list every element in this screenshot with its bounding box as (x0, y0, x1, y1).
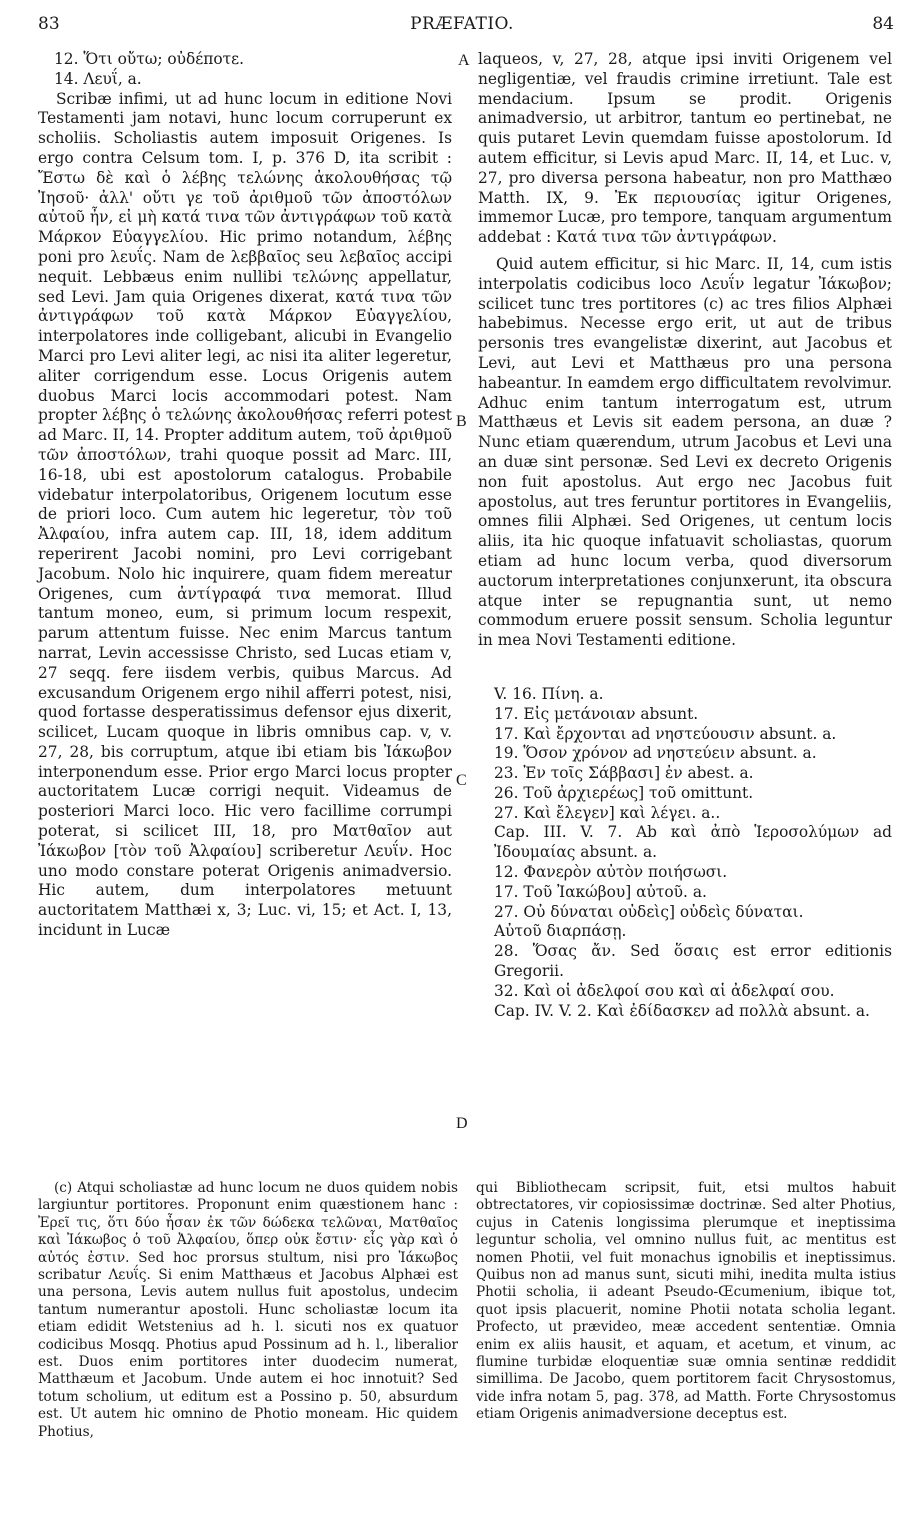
critical-note: 23. Ἐν τοῖς Σάββασι] ἐν abest. a. (494, 764, 754, 783)
footnote-right (476, 1180, 896, 1424)
critical-note: 32. Καὶ οἱ ἀδελφοί σου καὶ αἱ ἀδελφαί σου. (494, 981, 835, 1000)
footnote-c-continued: qui Bibliothecam scripsit, fuit, etsi multos habuit obtrectatores, vir copiosissimæ doctrinæ. Sed alter Photius, cujus in Catenis longissima plerumque et ineptissima leguntur scholia, vel omnino nullus fuit, ac mentitus est nomen Photii, vel fuit monachus ignobilis et ineptissimus. Quibus non ad manus sunt, sicuti mihi, inedita multa istius Photii scholia, ii adeant Pseudo-Œcumenium, ibique tot, quot ipsis placuerit, nomine Photii notata scholia legant. Profecto, ut prævideo, meæ accedent sententiæ. Omnia enim ex aliis hausit, et aquam, et acetum, et vinum, ac flumine turbidæ eloquentiæ suæ omnia sentinæ reddidit simillima. De Jacobo, quem portitorem facit Chrysostomus, vide infra notam 5, pag. 378, ad Matth. Forte Chrysostomus etiam Origenis animadversione deceptus est. (476, 1180, 896, 1423)
right-column (478, 50, 892, 1021)
critical-note: 26. Τοῦ ἀρχιερέως] τοῦ omittunt. (494, 783, 754, 802)
critical-note: 17. Τοῦ Ἰακώβου] αὐτοῦ. a. (494, 882, 707, 901)
footnote-c: (c) Atqui scholiastæ ad hunc locum ne duos quidem nobis largiuntur portitores. Proponunt enim quæstionem hanc : Ἐρεῖ τις, ὅτι δύο ἦσαν ἐκ τῶν δώδεκα τελῶναι, Ματθαῖος καὶ Ἰάκωβος ὁ τοῦ Ἀλφαίου, ὅπερ οὐκ ἔστιν· εἷς γὰρ καὶ ὁ αὐτός ἐστιν. Sed hoc prorsus stultum, nisi pro Ἰάκωβος scribatur Λευΐς. Si enim Matthæus et Jacobus Alphæi est una persona, Levis autem nullus fuit apostolus, undecim tantum numerantur apostoli. Hunc scholiastæ locum ita etiam edidit Wetstenius ad h. l. sicuti nos ex quatuor codicibus Mosqq. Photius apud Possinum ad h. l., liberalior est. Duos enim portitores inter duodecim numerat, Matthæum et Jacobum. Unde autem ei hoc innotuit? Sed totum scholium, ut editum est a Possino p. 50, absurdum est. Ut autem hic omnino de Photio moneam. Hic quidem Photius, (38, 1180, 458, 1440)
left-column (38, 50, 452, 941)
critical-note: 27. Οὐ δύναται οὐδεὶς] οὐδεὶς δύναται. (494, 902, 804, 921)
verse-notes-top (38, 50, 452, 90)
right-page-number: 84 (872, 14, 894, 34)
margin-letter-d: D (456, 1115, 468, 1132)
footnote-left (38, 1180, 458, 1441)
critical-note: 17. Καὶ ἔρχονται ad νηστεύουσιν absunt. a. (494, 724, 837, 743)
right-paragraph-2: Quid autem efficitur, si hic Marc. II, 14, cum istis interpolatis codicibus loco Λευΐν legatur Ἰάκωβον; scilicet tunc tres portitores (c) ac tres filios Alphæi habebimus. Necesse ergo erit, ut aut de tribus personis tres evangelistæ dixerint, aut Jacobus et Levi, aut Levi et Matthæus pro una persona habeantur. In eamdem ergo difficultatem revolvimur. Adhuc enim tantum interrogatum est, utrum Matthæus et Levis sit eadem persona, an duæ ? Nunc etiam quærendum, utrum Jacobus et Levi una an duæ sint personæ. Sed Levi ex decreto Origenis non fuit apostolus. Aut ergo nec Jacobus fuit apostolus, aut tres feruntur portitores in Evangeliis, omnes filii Alphæi. Sed Origenes, ut centum locis aliis, ita hic quoque infatuavit scholiastas, quorum etiam ad hunc locum verba, quod diversorum auctorum interpretationes conjunxerunt, ita obscura atque inter se repugnantia sunt, ut nemo commodum eruere possit sensum. Scholia leguntur in mea Novi Testamenti editione. (478, 254, 892, 650)
critical-note: V. 16. Πίνη. a. (494, 684, 604, 703)
margin-letter-a: A (458, 52, 470, 69)
critical-note: Cap. IV. V. 2. Καὶ ἐδίδασκεν ad πολλὰ absunt. a. (494, 1001, 870, 1020)
margin-letter-c: C (456, 772, 467, 789)
critical-note: 19. Ὅσον χρόνον ad νηστεύειν absunt. a. (494, 744, 817, 763)
main-paragraph: Scribæ infimi, ut ad hunc locum in editione Novi Testamenti jam notavi, hunc locum corruperunt ex scholiis. Scholiastis autem imposuit Origenes. Is ergo contra Celsum tom. I, p. 376 D, ita scribit : Ἔστω δὲ καὶ ὁ λέβης τελώνης ἀκολουθήσας τῷ Ἰησοῦ· ἀλλ' οὔτι γε τοῦ ἀριθμοῦ τῶν ἀποστόλων αὐτοῦ ἦν, εἰ μὴ κατά τινα τῶν ἀντιγράφων τοῦ κατὰ Μάρκον Εὐαγγελίου. Hic primo notandum, λέβης poni pro λευΐς. Nam de λεββαῖος seu λεβαῖος accipi nequit. Lebbæus enim nullibi τελώνης appellatur, sed Levi. Jam quia Origenes dixerat, κατά τινα τῶν ἀντιγράφων τοῦ κατὰ Μάρκον Εὐαγγελίου, interpolatores inde colligebant, alicubi in Evangelio Marci pro Levi aliter legi, ac nisi ita aliter legeretur, aliter corrigendum esse. Locus Origenis autem duobus Marci locis accommodari potest. Nam propter λέβης ὁ τελώνης ἀκολουθήσας referri potest ad Marc. II, 14. Propter additum autem, τοῦ ἀριθμοῦ τῶν ἀποστόλων, trahi quoque possit ad Marc. III, 16-18, ubi est apostolorum catalogus. Probabile videbatur interpolatoribus, Origenem locutum esse de priori loco. Cum autem hic legeretur, τὸν τοῦ Ἀλφαίου, infra autem cap. III, 18, idem additum reperirent Jacobi nomini, pro Levi corrigebant Jacobum. Nolo hic inquirere, quam fidem mereatur Origenes, cum ἀντίγραφά τινα memorat. Illud tantum moneo, eum, si primum locum respexit, parum attentum fuisse. Nec enim Marcus tantum narrat, Levin accessisse Christo, sed Lucas etiam v, 27 seqq. fere iisdem verbis, quibus Marcus. Ad excusandum Origenem ergo nihil afferri potest, nisi, quod fortasse desperatissimus defensor ejus dixerit, scilicet, Lucam quoque in libris omnibus cap. v, v. 27, 28, bis corruptum, atque ibi etiam bis Ἰάκωβον interponendum esse. Prior ergo Marci locus propter auctoritatem Lucæ corrigi nequit. Videamus de posteriori Marci loco. Hic vero facillime corrumpi poterat, si scilicet III, 18, pro Ματθαῖον aut Ἰάκωβον [τὸν τοῦ Ἀλφαίου] scriberetur Λευΐν. Hoc uno modo constare poterat Origenis animadversio. Hic autem, dum interpolatores metuunt auctoritatem Matthæi x, 3; Luc. vi, 15; et Act. I, 13, incidunt in Lucæ (38, 89, 452, 940)
right-paragraph-1: laqueos, v, 27, 28, atque ipsi inviti Origenem vel negligentiæ, vel fraudis crimine irretiunt. Tale est mendacium. Ipsum se prodit. Origenis animadversio, ut arbitror, tantum eo pertinebat, ne quis putaret Levin quemdam fuisse apostolorum. Id autem efficitur, si Levis apud Marc. II, 14, et Luc. v, 27, pro diversa persona habeatur, non pro Matthæo Matth. IX, 9. Ἐκ περιουσίας igitur Origenes, immemor Lucæ, pro tempore, tanquam argumentum addebat : Κατά τινα τῶν ἀντιγράφων. (478, 50, 892, 247)
verse-note: 14. Λευΐ, a. (54, 69, 142, 88)
running-title: PRÆFATIO. (410, 14, 514, 34)
critical-note: 28. Ὅσας ἄν. Sed ὅσαις est error editionis Gregorii. (494, 942, 892, 981)
critical-notes (478, 685, 892, 1022)
critical-note: 27. Καὶ ἔλεγεν] καὶ λέγει. a.. (494, 803, 721, 822)
critical-note: 17. Εἰς μετάνοιαν absunt. (494, 704, 699, 723)
critical-note: Αὐτοῦ διαρπάσῃ. (494, 922, 627, 941)
left-page-number: 83 (38, 14, 60, 34)
critical-note: Cap. III. V. 7. Ab καὶ ἀπὸ Ἱεροσολύμων ad Ἰδουμαίας absunt. a. (494, 823, 892, 862)
critical-note: 12. Φανερὸν αὐτὸν ποιήσωσι. (494, 863, 728, 882)
margin-letter-b: B (456, 413, 467, 430)
verse-note: 12. Ὅτι οὔτω; οὐδέποτε. (54, 50, 245, 68)
